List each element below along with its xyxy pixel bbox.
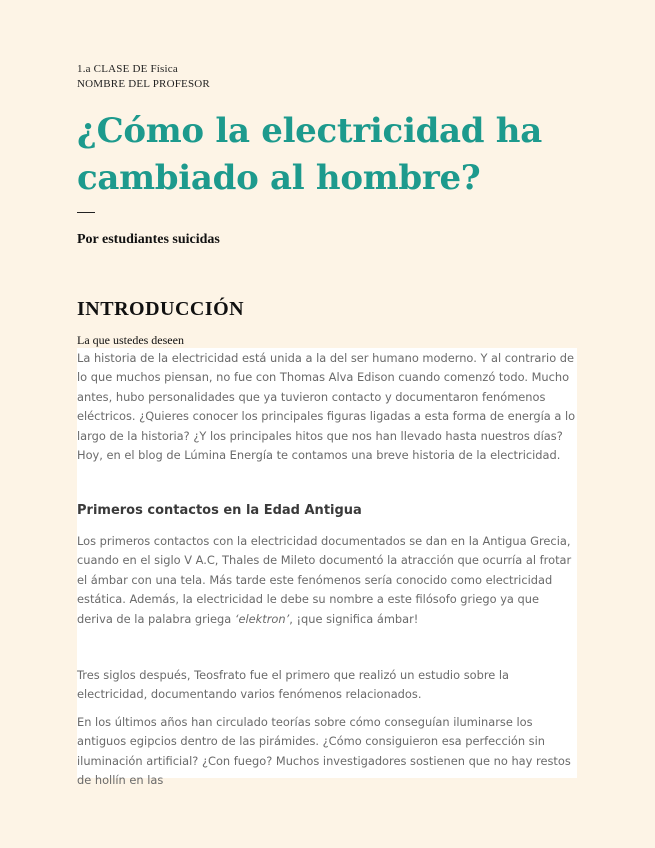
paragraph-greece-text: Los primeros contactos con la electricidad documentados se dan en la Antigua Grecia, cuando en el siglo V A.C, Thales de Mileto documentó la atracción que ocurría al frotar el ámbar con una tela. Más tarde este fenómenos sería conocido como electricidad estática. Además, la electricidad le debe su nombre a este filósofo griego ya que deriva de la palabra griega: [77, 534, 572, 626]
page-title: [77, 108, 617, 202]
paragraph-egypt: En los últimos años han circulado teorías sobre cómo conseguían iluminarse los antiguos egipcios dentro de las pirámides. ¿Cómo consiguieron esa perfección sin iluminación artificial? ¿Con fuego? Muchos investigadores sostienen que no hay restos de hollín en las: [77, 715, 571, 788]
intro-paragraph: La historia de la electricidad está unida a la del ser humano moderno. Y al contrario de lo que muchos piensan, no fue con Thomas Alva Edison cuando comenzó todo. Mucho antes, hubo personalidades que ya tuvieron contacto y documentaron fenómenos eléctricos. ¿Quieres conocer los principales figuras ligadas a esta forma de energía a lo largo de la historia? ¿Y los principales hitos que nos han llevado hasta nuestros días? Hoy, en el blog de Lúmina Energía te contamos una breve historia de la electricidad.: [77, 351, 576, 463]
article-body: [77, 348, 577, 788]
title-line-2: cambiado al hombre?: [77, 158, 481, 198]
title-divider: [77, 212, 95, 213]
article-subheading: Primeros contactos en la Edad Antigua: [77, 503, 362, 518]
class-line: 1.a CLASE DE Física: [77, 63, 178, 75]
elektron-term: ‘elektron’: [234, 611, 290, 626]
section-heading: INTRODUCCIÓN: [77, 298, 245, 320]
paragraph-greece: [77, 532, 577, 629]
document-meta: [77, 62, 210, 92]
teacher-line: NOMBRE DEL PROFESOR: [77, 78, 210, 90]
paragraph-teosfrato: Tres siglos después, Teosfrato fue el primero que realizó un estudio sobre la electricidad, documentando varios fenómenos relacionados.: [77, 668, 510, 702]
section-subheading: La que ustedes deseen: [77, 333, 184, 347]
byline: Por estudiantes suicidas: [77, 232, 220, 247]
paragraph-greece-tail: , ¡que significa ámbar!: [289, 611, 419, 626]
title-line-1: ¿Cómo la electricidad ha: [77, 111, 542, 151]
